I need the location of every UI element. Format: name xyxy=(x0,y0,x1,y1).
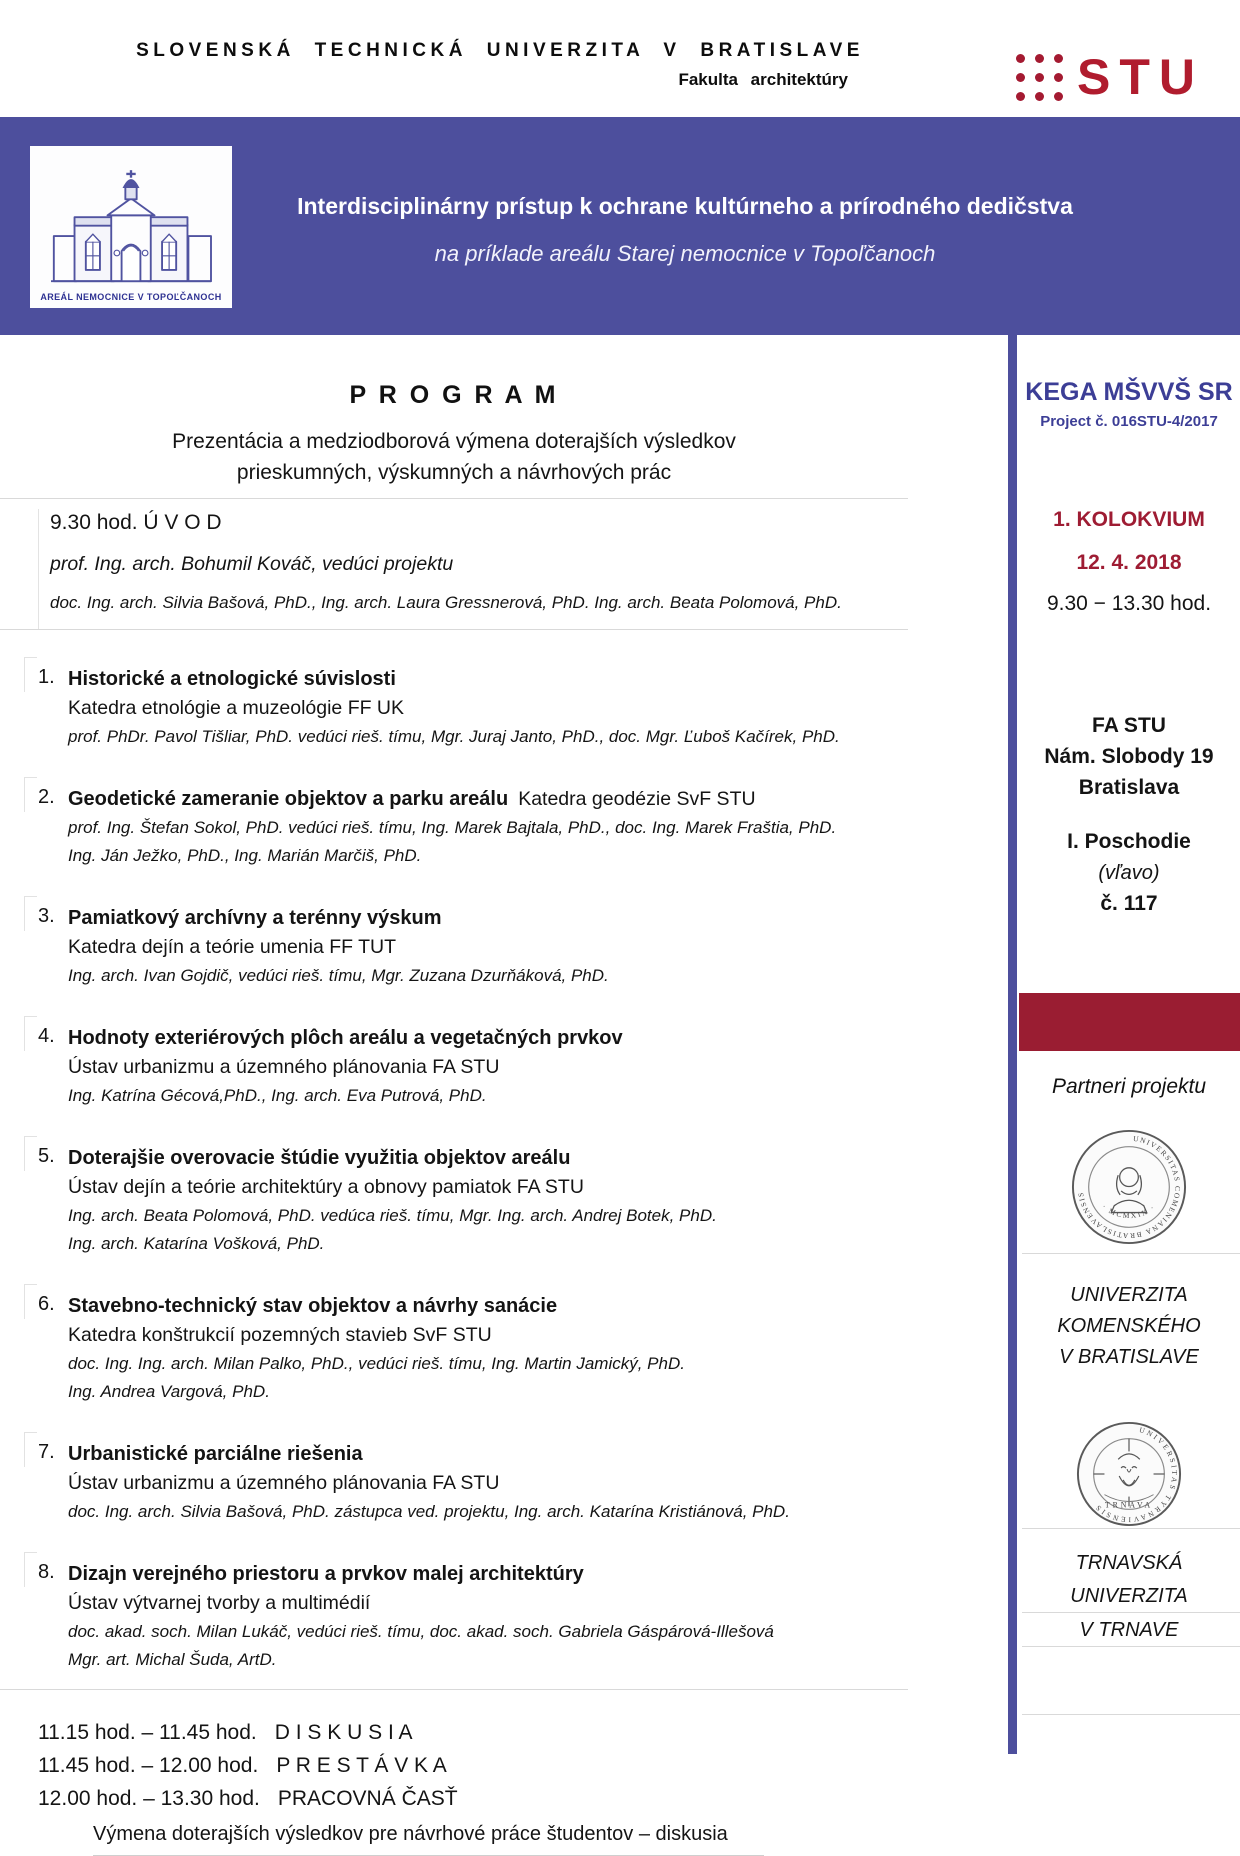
item-number: 8. xyxy=(38,1561,55,1583)
seal-bottom-text: · MCMXIX · xyxy=(1100,1202,1158,1221)
item-team: prof. Ing. Štefan Sokol, PhD. vedúci rieš. tímu, Ing. Marek Bajtala, PhD., doc. Ing. Marek Fraštia, PhD. xyxy=(68,818,837,837)
program-items xyxy=(0,666,908,1690)
item-team: Ing. arch. Ivan Gojdič, vedúci rieš. tímu, Mgr. Zuzana Dzurňáková, PhD. xyxy=(68,966,609,985)
item-title: Dizajn verejného priestoru a prvkov malej architektúry xyxy=(68,1563,584,1585)
kolokvium-title: 1. KOLOKVIUM xyxy=(1053,508,1205,531)
program-item-8 xyxy=(38,1561,878,1673)
schedule-time: 11.15 hod. – 11.45 hod. xyxy=(38,1721,257,1744)
comenius-university-seal xyxy=(1018,1128,1240,1246)
schedule-label: P R E S T Á V K A xyxy=(276,1754,447,1777)
hospital-building-icon xyxy=(51,170,211,288)
program-heading: P R O G R A M xyxy=(349,381,559,409)
faculty-name: Fakulta architektúry xyxy=(678,70,848,89)
item-team: Mgr. art. Michal Šuda, ArtD. xyxy=(68,1650,277,1669)
intro-project-team: doc. Ing. arch. Silvia Bašová, PhD., Ing. arch. Laura Gressnerová, PhD. Ing. arch. Beata Polomová, PhD. xyxy=(50,593,842,612)
item-team: Ing. arch. Katarína Vošková, PhD. xyxy=(68,1234,325,1253)
partner-name-line: V BRATISLAVE xyxy=(1059,1346,1199,1368)
stu-dots-icon xyxy=(1016,54,1063,101)
item-department: Ústav výtvarnej tvorby a multimédií xyxy=(68,1592,371,1614)
hospital-logo-caption: AREÁL NEMOCNICE V TOPOĽČANOCH xyxy=(40,292,222,302)
item-title: Hodnoty exteriérových plôch areálu a vegetačných prvkov xyxy=(68,1027,623,1049)
event-title: Interdisciplinárny prístup k ochrane kultúrneho a prírodného dedičstva xyxy=(297,193,1073,219)
seal-ring-text: UNIVERSITAS COMENIANA BRATISLAVENSIS xyxy=(1075,1133,1183,1241)
venue-line: FA STU xyxy=(1092,714,1166,737)
kega-block xyxy=(1018,378,1240,430)
intro-time-title: 9.30 hod. Ú V O D xyxy=(50,511,222,534)
item-team: Ing. Katrína Gécová,PhD., Ing. arch. Eva Putrová, PhD. xyxy=(68,1086,487,1105)
venue-line: Bratislava xyxy=(1078,776,1180,799)
program-item-4 xyxy=(38,1025,878,1109)
partners-heading: Partneri projektu xyxy=(1051,1075,1207,1098)
partner-name-line: V TRNAVE xyxy=(1079,1619,1179,1641)
schedule xyxy=(0,1690,908,1856)
program-item-2 xyxy=(38,786,878,869)
venue-line: Nám. Slobody 19 xyxy=(1044,745,1214,768)
divider xyxy=(1022,1253,1240,1254)
hospital-area-logo xyxy=(30,146,232,308)
room-number: č. 117 xyxy=(1100,892,1158,915)
item-team: prof. PhDr. Pavol Tišliar, PhD. vedúci rieš. tímu, Mgr. Juraj Janto, PhD., doc. Mgr. Ľuboš Kačírek, PhD. xyxy=(68,727,840,746)
event-subtitle: na príklade areálu Starej nemocnice v Topoľčanoch xyxy=(434,241,936,266)
program-intro xyxy=(0,498,908,630)
sidebar-red-band xyxy=(1019,993,1240,1051)
item-number: 1. xyxy=(38,666,55,688)
divider xyxy=(1022,1714,1240,1715)
seal-ring-text: UNIVERSITAS TYRNAVIENSIS xyxy=(1092,1425,1180,1525)
item-title: Urbanistické parciálne riešenia xyxy=(68,1443,363,1465)
item-title: Geodetické zameranie objektov a parku areálu xyxy=(68,788,509,810)
partner-name-line: KOMENSKÉHO xyxy=(1057,1315,1201,1337)
item-team: doc. Ing. Ing. arch. Milan Palko, PhD., vedúci rieš. tímu, Ing. Martin Jamický, PhD. xyxy=(68,1354,685,1373)
item-department: Ústav urbanizmu a územného plánovania FA STU xyxy=(68,1056,500,1078)
partner-name-line: UNIVERZITA xyxy=(1070,1585,1188,1607)
kega-title: KEGA MŠVVŠ SR xyxy=(1025,378,1233,406)
schedule-time: 11.45 hod. – 12.00 hod. xyxy=(38,1754,259,1777)
seal-bottom-text: TRNAVA xyxy=(1104,1500,1154,1510)
item-department: Ústav dejín a teórie architektúry a obnovy pamiatok FA STU xyxy=(68,1176,584,1198)
schedule-row xyxy=(38,1749,878,1782)
schedule-row xyxy=(38,1716,878,1749)
program-item-7 xyxy=(38,1441,878,1525)
program-item-3 xyxy=(38,905,878,989)
item-department: Katedra dejín a teórie umenia FF TUT xyxy=(68,936,397,958)
schedule-note-wrap xyxy=(93,1823,878,1856)
schedule-note: Výmena doterajších výsledkov pre návrhové práce študentov – diskusia xyxy=(93,1823,764,1856)
program-item-6 xyxy=(38,1293,878,1405)
program-item-5 xyxy=(38,1145,878,1257)
trnava-university-seal-icon xyxy=(1075,1420,1183,1528)
intro-project-leader: prof. Ing. arch. Bohumil Kováč, vedúci projektu xyxy=(50,553,454,575)
item-number: 2. xyxy=(38,786,55,808)
trnava-university-seal xyxy=(1018,1420,1240,1528)
divider xyxy=(1022,1528,1240,1529)
item-team: Ing. Ján Ježko, PhD., Ing. Marián Marčiš, PhD. xyxy=(68,846,422,865)
event-time: 9.30 − 13.30 hod. xyxy=(1046,592,1212,615)
title-banner xyxy=(0,117,1240,335)
item-team: doc. Ing. arch. Silvia Bašová, PhD. zástupca ved. projektu, Ing. arch. Katarína Kristiánová, PhD. xyxy=(68,1502,790,1521)
item-department: Katedra konštrukcií pozemných stavieb SvF STU xyxy=(68,1324,492,1346)
item-number: 5. xyxy=(38,1145,55,1167)
vertical-divider xyxy=(1008,335,1017,1754)
program-subtitle-line2: prieskumných, výskumných a návrhových prác xyxy=(236,461,672,484)
item-number: 3. xyxy=(38,905,55,927)
program-subtitle-line1: Prezentácia a medziodborová výmena doterajších výsledkov xyxy=(172,430,736,453)
item-team: Ing. arch. Beata Polomová, PhD. vedúca rieš. tímu, Mgr. Ing. arch. Andrej Botek, PhD. xyxy=(68,1206,717,1225)
program-column xyxy=(0,335,908,1856)
kega-project-number: Project č. 016STU-4/2017 xyxy=(1040,413,1218,430)
room-block xyxy=(1018,830,1240,916)
partner-comenius xyxy=(1018,1280,1240,1373)
program-item-1 xyxy=(38,666,878,750)
item-number: 7. xyxy=(38,1441,55,1463)
item-team: doc. akad. soch. Milan Lukáč, vedúci rieš. tímu, doc. akad. soch. Gabriela Gáspárová-Illešová xyxy=(68,1622,774,1641)
stu-logo xyxy=(1016,49,1204,105)
item-number: 4. xyxy=(38,1025,55,1047)
schedule-label: D I S K U S I A xyxy=(274,1721,413,1744)
item-title: Historické a etnologické súvislosti xyxy=(68,668,396,690)
floor-note: (vľavo) xyxy=(1098,862,1160,884)
event-date: 12. 4. 2018 xyxy=(1076,551,1182,574)
comenius-university-seal-icon xyxy=(1070,1128,1188,1246)
item-title: Stavebno-technický stav objektov a návrhy sanácie xyxy=(68,1295,558,1317)
item-team: Ing. Andrea Vargová, PhD. xyxy=(68,1382,270,1401)
item-title: Pamiatkový archívny a terénny výskum xyxy=(68,907,442,929)
letterhead xyxy=(120,40,880,90)
item-department: Katedra geodézie SvF STU xyxy=(518,788,756,810)
floor: I. Poschodie xyxy=(1067,830,1191,853)
item-title: Doterajšie overovacie štúdie využitia objektov areálu xyxy=(68,1147,571,1169)
partner-name-line: UNIVERZITA xyxy=(1070,1284,1188,1306)
item-department: Katedra etnológie a muzeológie FF UK xyxy=(68,697,405,719)
schedule-time: 12.00 hod. – 13.30 hod. xyxy=(38,1787,260,1810)
partner-name-line: TRNAVSKÁ xyxy=(1075,1552,1183,1574)
university-name: SLOVENSKÁ TECHNICKÁ UNIVERZITA V BRATISLAVE xyxy=(136,40,864,61)
stu-logo-text: STU xyxy=(1077,49,1204,105)
program-subtitle xyxy=(0,426,908,488)
schedule-row xyxy=(38,1782,878,1815)
venue-block xyxy=(1018,710,1240,803)
divider xyxy=(1022,1612,1240,1613)
divider xyxy=(1022,1646,1240,1647)
item-number: 6. xyxy=(38,1293,55,1315)
schedule-label: PRACOVNÁ ČASŤ xyxy=(277,1787,458,1810)
item-department: Ústav urbanizmu a územného plánovania FA STU xyxy=(68,1472,500,1494)
